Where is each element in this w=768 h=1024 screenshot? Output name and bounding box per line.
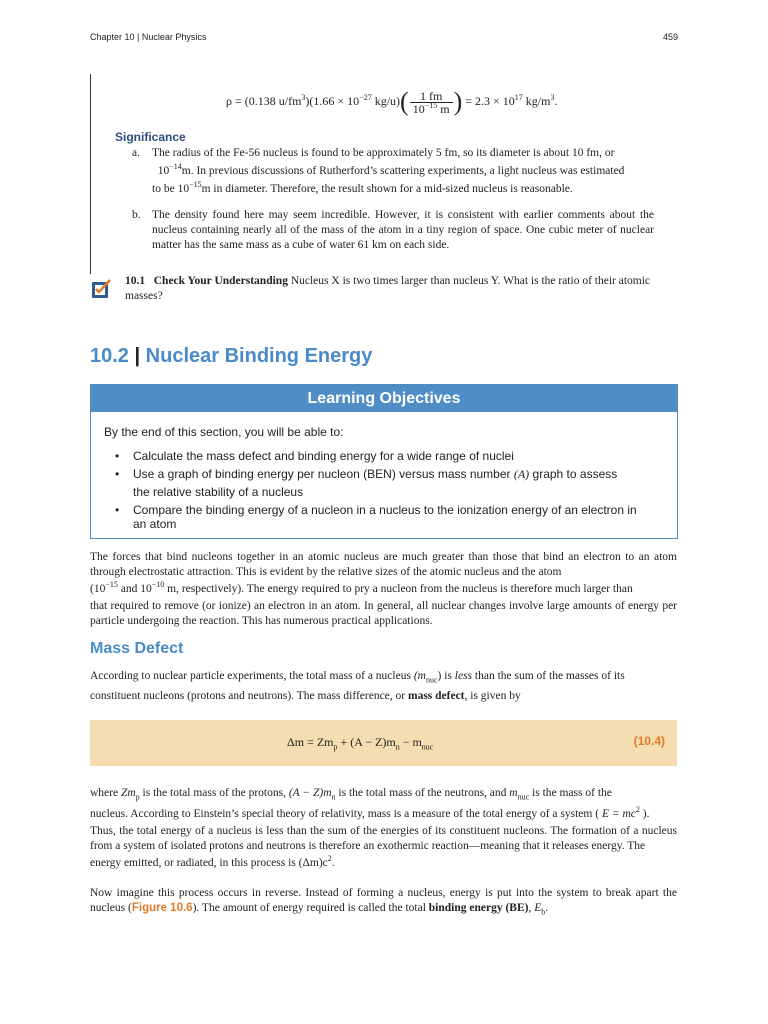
- equation-box: [90, 720, 677, 766]
- chapter-header: Chapter 10 | Nuclear Physics: [90, 32, 207, 42]
- learning-objectives-box: Learning Objectives By the end of this section, you will be able to: • Calculate the mass defect and binding energy for a wide range of nuclei • Use a graph of binding energy per nucleon (BEN) versus mass number (A) graph to assess the relative stability of a nucleus • Compare the binding energy of a nucleon in a nucleus to the ionization energy of an electron in an atom: [90, 384, 678, 539]
- example-sidebar-line: [90, 74, 91, 274]
- section-title: 10.2 | Nuclear Binding Energy: [90, 345, 373, 367]
- mass-defect-equation: $\Delta m = Zm_p + (A - Z)m_n - m_{nuc}$: [287, 735, 434, 752]
- figure-link[interactable]: Figure 10.6: [131, 902, 193, 914]
- check-understanding: 10.1 Check Your Understanding Nucleus X is two times larger than nucleus Y. What is the ratio of their atomic masses?: [125, 275, 651, 302]
- learning-objectives-title: Learning Objectives: [91, 385, 677, 412]
- mass-defect-paragraph: According to nuclear particle experiments, the total mass of a nucleus $(m_{nuc})$ is less than the sum of the masses of its constituent nucleons (protons and neutrons). The mass difference, or mass defect, is given by: [90, 670, 625, 702]
- page-number: 459: [663, 32, 679, 42]
- equation-number: (10.4): [633, 734, 665, 748]
- intro-paragraph: The forces that bind nucleons together in an atomic nucleus are much greater than those that bind an electron to an atom through electrostatic attraction. This is evident by the relative sizes of the atomic nucleus and the atom ($10^{-15}$ and $10^{-10}$ m, respectively). The energy required to pry a nucleon from the nucleus is therefore much larger than that required to remove (or ionize) an electron in an atom. In general, all nuclear changes involve large amounts of energy per particle undergoing the reaction. This has numerous practical applications.: [90, 551, 677, 627]
- binding-energy-paragraph: Now imagine this process occurs in reverse. Instead of forming a nucleus, energy is put into the system to break apart the nucleus (Figure 10.6). The amount of energy required is called the total binding energy (BE), $E_b$.: [90, 887, 677, 917]
- mass-defect-title: Mass Defect: [90, 640, 184, 657]
- checklist-icon: [90, 278, 112, 300]
- density-equation: ρ = (0.138 $u/fm^3)(1.66 \times 10^{-27}$ kg/u)( $\frac{1 fm}{10^{-15} m}$ ) = $2.3 \times 10^{17}$ $kg/m^3$.: [226, 87, 558, 116]
- where-paragraph: where $Zm_p$ is the total mass of the protons, $(A - Z)m_n$ is the total mass of the neutrons, and $m_{nuc}$ is the mass of the nucleus. According to Einstein’s special theory of relativity, mass is a measure of the total energy of a system ( $E = mc^2$ ). Thus, the total energy of a nucleus is less than the sum of the energies of its constituent nucleons. The formation of a nucleus from a system of isolated protons and neutrons is therefore an exothermic reaction—meaning that it releases energy. The energy emitted, or radiated, in this process is $(\Delta m)c^2$.: [90, 787, 677, 869]
- learning-objectives-intro: By the end of this section, you will be able to:: [104, 425, 344, 439]
- significance-title: Significance: [115, 130, 186, 144]
